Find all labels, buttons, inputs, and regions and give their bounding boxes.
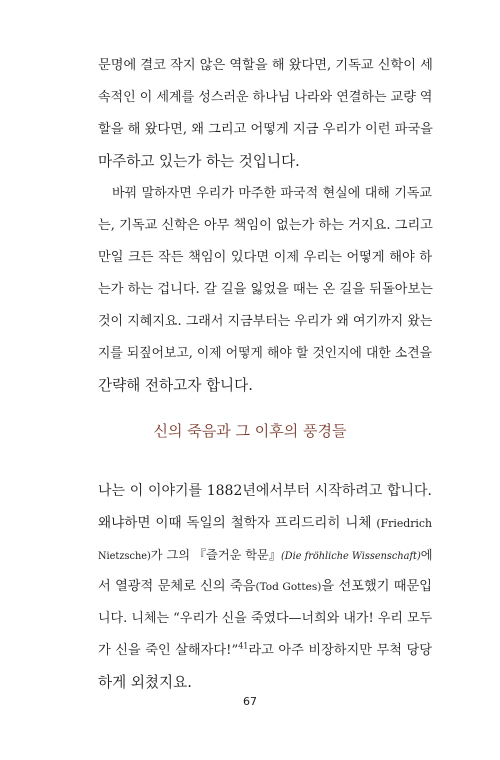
body-line: 것이 지혜지요. 그래서 지금부터는 우리가 왜 여기까지 왔는 xyxy=(98,314,433,329)
page-number: 67 xyxy=(243,695,257,708)
section-title: 신의 죽음과 그 이후의 풍경들 xyxy=(153,422,347,440)
body-text: 을 선포했기 때문입 xyxy=(321,579,432,594)
body-line: 는가 하는 겁니다. 갈 길을 잃었을 때는 온 길을 뒤돌아보는 xyxy=(98,282,433,297)
body-text: 서 열광적 문체로 신의 죽음 xyxy=(98,579,256,594)
foreign-term: (Friedrich xyxy=(376,517,432,530)
body-line: 문명에 결코 작지 않은 역할을 해 왔다면, 기독교 신학이 세 xyxy=(98,58,433,73)
body-line: 바꿔 말하자면 우리가 마주한 파국적 현실에 대해 기독교 xyxy=(112,186,432,201)
body-text: 라고 아주 비장하지만 무척 당당 xyxy=(248,643,432,658)
body-line: 나는 이 이야기를 1882년에서부터 시작하려고 합니다. xyxy=(98,483,432,499)
body-line: 하게 외쳤지요. xyxy=(98,674,192,691)
body-line: 간략해 전하고자 합니다. xyxy=(98,377,253,394)
foreign-term: Nietzsche) xyxy=(98,551,151,562)
footnote-marker[interactable]: 41 xyxy=(238,641,249,651)
body-text: 가 신을 죽인 살해자다!” xyxy=(98,643,239,658)
body-line xyxy=(98,577,432,597)
body-line: 니다. 니체는 “우리가 신을 죽였다—너희와 내가! 우리 모두 xyxy=(98,611,433,626)
foreign-title: (Die fröhliche Wissenschaft) xyxy=(280,551,421,562)
body-line: 는, 기독교 신학은 아무 책임이 없는가 하는 거지요. 그리고 xyxy=(98,218,433,233)
body-text: 에 xyxy=(420,548,433,562)
body-line: 만일 크든 작든 책임이 있다면 이제 우리는 어떻게 해야 하 xyxy=(98,250,432,265)
body-line xyxy=(98,513,432,534)
body-text: 왜냐하면 이때 독일의 철학자 프리드리히 니체 xyxy=(98,515,372,531)
body-line: 마주하고 있는가 하는 것입니다. xyxy=(98,153,300,170)
body-text: 가 그의 『즐거운 학문』 xyxy=(150,548,281,562)
body-line xyxy=(98,545,432,567)
body-line: 지를 되짚어보고, 이제 어떻게 해야 할 것인지에 대한 소견을 xyxy=(98,346,432,361)
body-line xyxy=(98,641,432,661)
body-line: 속적인 이 세계를 성스러운 하나님 나라와 연결하는 교량 역 xyxy=(98,90,433,105)
body-line: 할을 해 왔다면, 왜 그리고 어떻게 지금 우리가 이런 파국을 xyxy=(98,122,433,137)
foreign-term: (Tod Gottes) xyxy=(255,581,322,593)
